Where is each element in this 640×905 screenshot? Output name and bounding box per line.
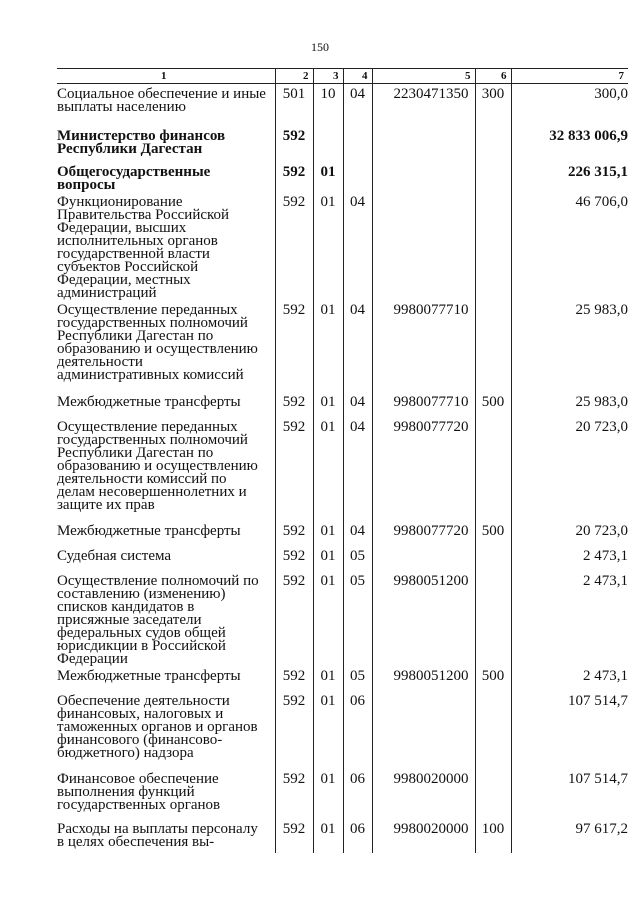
cell-col6: 500 [481, 393, 505, 410]
cell-amount: 107 514,7 [568, 770, 628, 787]
row-name: Осуществление переданных государственных полномочий Республики Дагестан по образованию и осуществлению деятельности административных комиссий [57, 301, 258, 383]
column-header: 3 [313, 69, 343, 84]
cell-col2: 592 [282, 572, 306, 589]
column-header: 6 [475, 69, 511, 84]
cell-col3: 01 [320, 547, 336, 564]
table-row [57, 819, 628, 853]
cell-col2: 592 [282, 418, 306, 435]
cell-col4: 05 [350, 572, 365, 589]
cell-col4: 04 [350, 301, 365, 318]
table-header-row [57, 69, 628, 84]
row-name: Осуществление полномочий по составлению (изменению) списков кандидатов в присяжные заседатели федеральных судов общей юрисдикции в Российской Федерации [57, 572, 259, 667]
cell-col3: 01 [320, 770, 336, 787]
cell-col3: 01 [320, 522, 336, 539]
cell-col4: 06 [350, 820, 365, 837]
column-header: 4 [343, 69, 372, 84]
row-name: Министерство финансов Республики Дагестан [57, 127, 226, 157]
cell-amount: 226 315,1 [568, 163, 628, 180]
table-row [57, 521, 628, 546]
cell-col2: 592 [282, 393, 306, 410]
cell-col2: 592 [282, 770, 306, 787]
cell-amount: 46 706,0 [575, 193, 628, 210]
table-row [57, 392, 628, 417]
cell-col2: 592 [282, 301, 306, 318]
cell-col3: 01 [320, 820, 336, 837]
column-header: 5 [372, 69, 475, 84]
cell-col2: 592 [282, 163, 306, 180]
row-name: Межбюджетные трансферты [57, 667, 241, 684]
table-row [57, 417, 628, 521]
cell-amount: 32 833 006,9 [549, 127, 628, 144]
row-name: Судебная система [57, 547, 172, 564]
table-row [57, 571, 628, 666]
cell-col5: 9980051200 [393, 572, 469, 589]
cell-col6: 300 [481, 86, 505, 102]
cell-amount: 20 723,0 [575, 418, 628, 435]
table-body [57, 84, 628, 853]
row-name: Финансовое обеспечение выполнения функций государственных органов [57, 770, 221, 813]
table-row [57, 666, 628, 691]
cell-col3: 01 [320, 667, 336, 684]
row-name: Социальное обеспечение и иные выплаты населению [57, 86, 266, 115]
cell-col4: 04 [350, 86, 365, 102]
cell-col3: 01 [320, 692, 336, 709]
cell-amount: 300,0 [594, 86, 628, 102]
cell-col4: 04 [350, 193, 365, 210]
cell-col3: 01 [320, 572, 336, 589]
row-name: Функционирование Правительства Российской Федерации, высших исполнительных органов государственной власти субъектов Российской Федерации, местных администраций [57, 193, 230, 301]
budget-table [57, 68, 628, 853]
cell-col2: 592 [282, 522, 306, 539]
cell-col2: 592 [282, 667, 306, 684]
table-row [57, 769, 628, 819]
row-name: Обеспечение деятельности финансовых, налоговых и таможенных органов и органов финансового (финансово-бюджетного) надзора [57, 692, 258, 761]
cell-col3: 01 [320, 193, 336, 210]
row-name: Осуществление переданных государственных полномочий Республики Дагестан по образованию и осуществлению деятельности комиссий по делам несовершеннолетних и защите их прав [57, 418, 258, 513]
cell-col3: 10 [320, 86, 336, 102]
cell-col2: 592 [282, 193, 306, 210]
cell-amount: 25 983,0 [575, 301, 628, 318]
row-name: Межбюджетные трансферты [57, 522, 241, 539]
cell-col5: 2230471350 [393, 86, 469, 102]
cell-amount: 20 723,0 [575, 522, 628, 539]
cell-col2: 592 [282, 547, 306, 564]
cell-amount: 2 473,1 [583, 547, 628, 564]
table-row [57, 84, 628, 126]
cell-col6: 500 [481, 522, 505, 539]
table-row [57, 546, 628, 571]
cell-col5: 9980020000 [393, 770, 469, 787]
cell-col5: 9980077710 [393, 393, 469, 410]
cell-amount: 25 983,0 [575, 393, 628, 410]
cell-col5: 9980051200 [393, 667, 469, 684]
cell-col2: 592 [282, 127, 306, 144]
cell-col4: 05 [350, 547, 365, 564]
cell-col2: 592 [282, 692, 306, 709]
cell-col5: 9980077720 [393, 522, 469, 539]
cell-col4: 04 [350, 522, 365, 539]
table-row [57, 162, 628, 192]
table-row [57, 300, 628, 392]
cell-col5: 9980077720 [393, 418, 469, 435]
column-header: 7 [511, 69, 628, 84]
column-header: 1 [57, 69, 275, 84]
cell-col4: 06 [350, 692, 365, 709]
row-name: Межбюджетные трансферты [57, 393, 241, 410]
page-number: 150 [311, 40, 329, 54]
cell-col3: 01 [320, 163, 336, 180]
cell-amount: 2 473,1 [583, 572, 628, 589]
cell-col2: 592 [282, 820, 306, 837]
table-row [57, 691, 628, 769]
row-name: Расходы на выплаты персоналу в целях обеспечения вы- [57, 820, 258, 850]
row-name: Общегосударственные вопросы [57, 163, 211, 193]
cell-col5: 9980020000 [393, 820, 469, 837]
cell-col3: 01 [320, 418, 336, 435]
cell-amount: 97 617,2 [575, 820, 628, 837]
table-row [57, 192, 628, 300]
cell-amount: 2 473,1 [583, 667, 628, 684]
cell-col4: 06 [350, 770, 365, 787]
cell-col2: 501 [282, 86, 306, 102]
cell-col6: 100 [481, 820, 505, 837]
table-row [57, 126, 628, 162]
cell-col6: 500 [481, 667, 505, 684]
cell-col3: 01 [320, 301, 336, 318]
cell-col3: 01 [320, 393, 336, 410]
cell-amount: 107 514,7 [568, 692, 628, 709]
column-header: 2 [275, 69, 313, 84]
cell-col5: 9980077710 [393, 301, 469, 318]
cell-col4: 04 [350, 418, 365, 435]
cell-col4: 05 [350, 667, 365, 684]
cell-col4: 04 [350, 393, 365, 410]
